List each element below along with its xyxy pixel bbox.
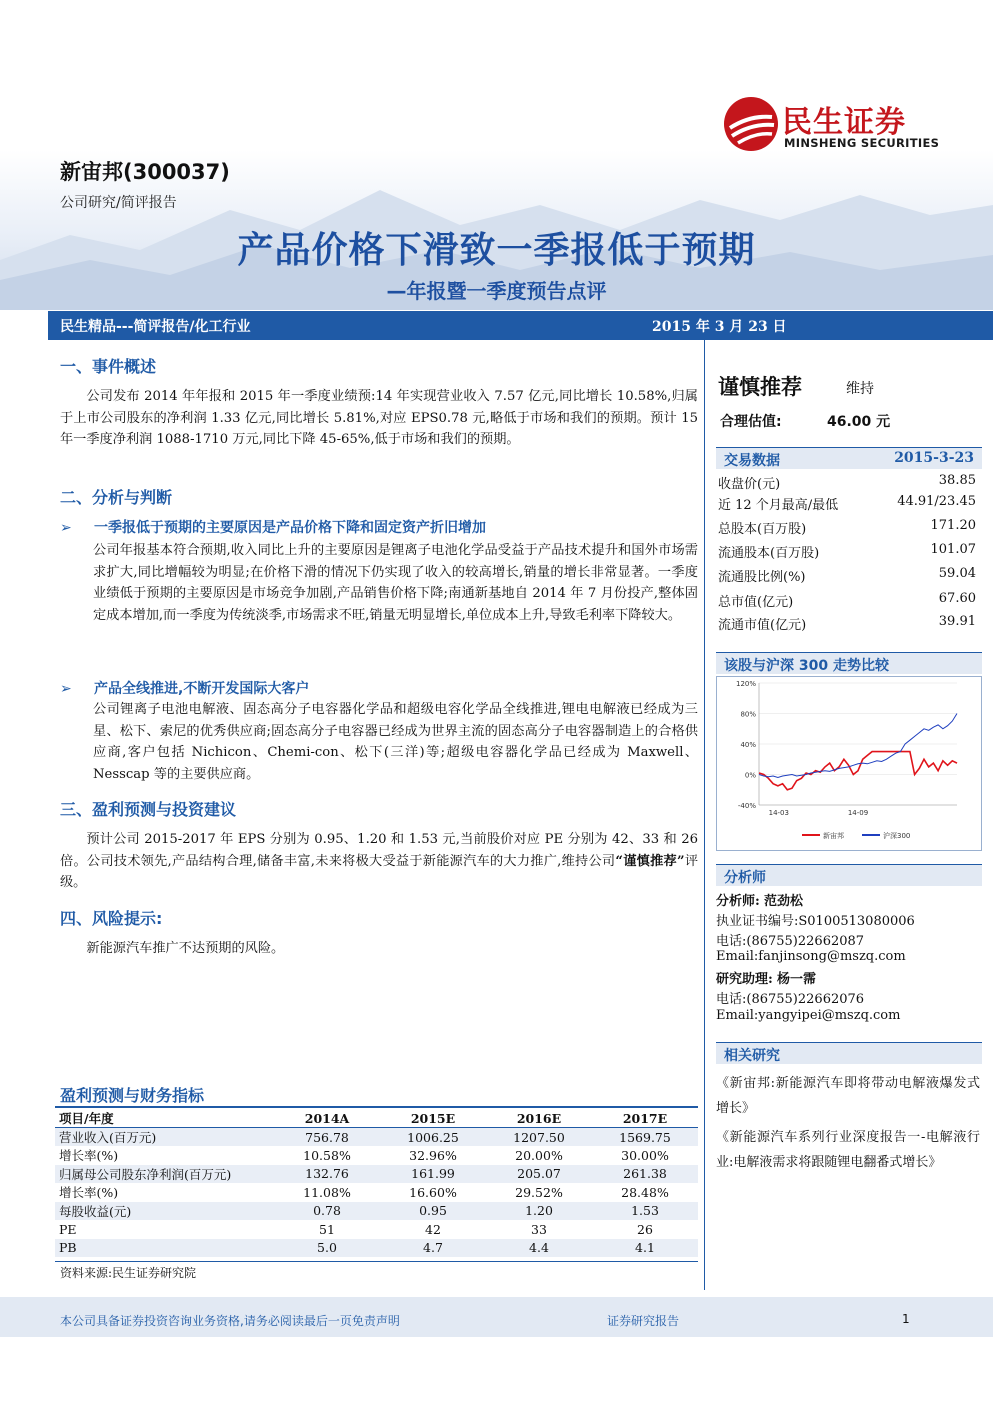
rating-quote: “谨慎推荐” [615, 853, 685, 869]
table-header-cell: 2017E [592, 1109, 698, 1128]
trade-label: 总股本(百万股) [718, 522, 807, 537]
trade-label: 流通股比例(%) [718, 570, 806, 585]
trade-value: 39.91 [938, 614, 976, 629]
table-cell: 205.07 [486, 1165, 592, 1184]
table-row [55, 1220, 698, 1239]
table-cell: 营业收入(百万元) [55, 1128, 274, 1147]
table-row [55, 1146, 698, 1165]
valuation-label: 合理估值: [720, 414, 782, 430]
chart-y-tick-label: -40% [737, 802, 756, 810]
bullet-1-title: 一季报低于预期的主要原因是产品价格下降和固定资产折旧增加 [94, 520, 486, 536]
company-name: 新宙邦(300037) [60, 160, 230, 184]
arrow-bullet-icon: ➢ [60, 520, 72, 536]
rating-status: 维持 [846, 381, 874, 397]
column-divider [704, 340, 705, 1290]
table-row [55, 1165, 698, 1184]
table-cell: 4.1 [592, 1239, 698, 1258]
bullet-2-title: 产品全线推进,不断开发国际大客户 [94, 681, 310, 697]
table-cell: 16.60% [409, 1184, 457, 1200]
table-cell: 4.7 [380, 1239, 486, 1258]
brand-name-en: MINSHENG SECURITIES [784, 136, 940, 150]
trade-data-title: 交易数据 [724, 453, 780, 469]
trade-data-date: 2015-3-23 [894, 450, 974, 466]
analyst-phone: 电话:(86755)22662087 [716, 934, 865, 949]
chart-y-tick-label: 0% [744, 771, 756, 780]
fin-table-rule [55, 1106, 698, 1108]
table-cell: 33 [531, 1221, 547, 1237]
table-cell: 每股收益(元) [55, 1202, 274, 1221]
table-cell: 28.48% [621, 1184, 669, 1200]
trade-row [718, 542, 976, 566]
report-type: 公司研究/简评报告 [60, 195, 177, 211]
table-cell: 归属母公司股东净利润(百万元) [55, 1165, 274, 1184]
analyst-name-line [716, 890, 803, 909]
section-3-body [60, 829, 698, 894]
table-cell: 30.00% [621, 1147, 669, 1163]
table-cell: 0.95 [380, 1202, 486, 1221]
trade-value: 59.04 [938, 566, 976, 581]
trade-value: 44.91/23.45 [897, 494, 976, 509]
logo-emblem-icon [722, 95, 780, 153]
report-subtitle: —年报暨一季度预告点评 [386, 279, 607, 303]
table-cell: 32.96% [409, 1147, 457, 1163]
analyst-name: 范劲松 [763, 894, 803, 909]
analyst-cert: 执业证书编号:S0100513080006 [716, 914, 915, 929]
trade-data-header [716, 447, 982, 469]
report-title: 产品价格下滑致一季报低于预期 [237, 230, 756, 271]
fin-source: 资料来源:民生证券研究院 [60, 1266, 197, 1280]
fin-table-title: 盈利预测与财务指标 [60, 1086, 205, 1105]
table-header-cell: 2016E [486, 1109, 592, 1128]
table-cell: PE [59, 1221, 77, 1237]
series-label: 民生精品---简评报告/化工行业 [60, 319, 251, 335]
brand-name-cn: 民生证券 [782, 105, 906, 140]
analyst-email: Email:fanjinsong@mszq.com [716, 949, 906, 964]
arrow-bullet-icon: ➢ [60, 681, 72, 697]
valuation-value: 46.00 元 [827, 414, 891, 430]
assistant-label: 研究助理: [716, 972, 773, 987]
trade-row [718, 518, 976, 542]
related-report-2[interactable]: 《新能源汽车系列行业深度报告一-电解液行业:电解液需求将跟随锂电翻番式增长》 [716, 1130, 980, 1170]
stock-chart-svg [717, 677, 981, 850]
section-1-title: 一、事件概述 [60, 357, 157, 376]
table-cell: 42 [425, 1221, 441, 1237]
related-section-title: 相关研究 [724, 1048, 780, 1064]
trade-value: 171.20 [930, 518, 976, 533]
trade-value: 38.85 [938, 473, 976, 488]
trade-label: 流通市值(亿元) [718, 618, 807, 633]
bullet-1-body: 公司年报基本符合预期,收入同比上升的主要原因是锂离子电池化学品受益于产品技术提升和国外市场需求扩大,同比增幅较为明显;在价格下滑的情况下仍实现了收入的较高增长,销量的增长非常显著。一季度业绩低于预期的主要原因是市场竞争加剧,产品销售价格下降;南通新基地自 2014 年 7 月份投产,整体固定成本增加,而一季度为传统淡季,市场需求不旺,销量无明显增长,单位成本上升,导致毛利率下降较大。 [93, 543, 698, 623]
table-cell: PB [55, 1239, 274, 1258]
trade-label: 总市值(亿元) [718, 595, 794, 610]
footer-disclaimer: 本公司具备证券投资咨询业务资格,请务必阅读最后一页免责声明 [60, 1314, 400, 1328]
chart-series-line [759, 714, 957, 778]
table-cell: 1006.25 [380, 1128, 486, 1147]
section-3-title: 三、盈利预测与投资建议 [60, 800, 237, 819]
analyst-header [716, 864, 982, 886]
related-header [716, 1042, 982, 1064]
chart-title: 该股与沪深 300 走势比较 [724, 658, 889, 674]
trade-value: 67.60 [938, 591, 976, 606]
table-cell: 51 [319, 1221, 335, 1237]
table-cell: 26 [637, 1221, 653, 1237]
section-4-title: 四、风险提示: [60, 909, 163, 928]
chart-x-tick-label: 14-03 [768, 809, 789, 817]
trade-row [718, 566, 976, 590]
table-cell: 增长率(%) [59, 1185, 119, 1201]
assistant-name: 杨一霈 [776, 972, 816, 987]
analyst-label: 分析师: [716, 894, 760, 909]
bullet-1-heading [60, 517, 486, 537]
assistant-name-line [716, 968, 816, 987]
related-report-1[interactable]: 《新宙邦:新能源汽车即将带动电解液爆发式增长》 [716, 1076, 980, 1116]
table-cell: 132.76 [274, 1165, 380, 1184]
table-header-cell: 项目/年度 [55, 1109, 274, 1128]
table-cell: 1207.50 [486, 1128, 592, 1147]
section-3-text-end: 评级。 [60, 853, 699, 890]
report-date: 2015 年 3 月 23 日 [652, 319, 787, 335]
analyst-section-title: 分析师 [724, 870, 766, 886]
trade-row [718, 614, 976, 638]
chart-y-tick-label: 80% [740, 710, 756, 719]
trade-row [718, 494, 976, 518]
table-row [55, 1239, 698, 1258]
table-cell: 29.52% [515, 1184, 563, 1200]
fin-table [55, 1109, 698, 1257]
trade-row [718, 591, 976, 615]
assistant-email: Email:yangyipei@mszq.com [716, 1008, 901, 1023]
table-cell: 11.08% [303, 1184, 351, 1200]
table-cell: 1.20 [486, 1202, 592, 1221]
table-cell: 5.0 [274, 1239, 380, 1258]
table-cell: 10.58% [303, 1147, 351, 1163]
table-header-cell: 2015E [380, 1109, 486, 1128]
chart-x-tick-label: 14-09 [847, 809, 869, 817]
chart-header [716, 652, 982, 674]
page-number: 1 [902, 1312, 910, 1326]
table-cell: 0.78 [274, 1202, 380, 1221]
section-4-body: 新能源汽车推广不达预期的风险。 [86, 941, 285, 956]
chart-y-tick-label: 40% [740, 741, 756, 749]
bullet-2-heading [60, 678, 309, 698]
bullet-2-body: 公司锂离子电池电解液、固态高分子电容器化学品和超级电容化学品全线推进,锂电电解液已经成为三星、松下、索尼的优秀供应商;固态高分子电容器已经成为世界主流的固态高分子电容器制造上的合格供应商,客户包括 Nichicon、Chemi-con、松下(三洋)等;超级电容器化学品已经成为 Maxwell、Nesscap 等的主要供应商。 [93, 702, 698, 782]
chart-y-tick-label: 120% [735, 680, 756, 688]
table-cell: 1569.75 [592, 1128, 698, 1147]
assistant-phone: 电话:(86755)22662076 [716, 992, 865, 1007]
chart-legend-label: 新宙邦 [823, 832, 844, 840]
table-cell: 161.99 [380, 1165, 486, 1184]
fin-table-bottom-rule [55, 1261, 698, 1262]
table-row [55, 1202, 698, 1221]
footer-report-label: 证券研究报告 [607, 1314, 680, 1328]
table-cell: 1.53 [592, 1202, 698, 1221]
chart-series-line [759, 752, 957, 790]
table-cell: 20.00% [515, 1147, 563, 1163]
table-row [55, 1128, 698, 1147]
table-cell: 4.4 [486, 1239, 592, 1258]
chart-legend-label: 沪深300 [883, 832, 911, 840]
trade-label: 流通股本(百万股) [718, 546, 820, 561]
table-header-row [55, 1109, 698, 1128]
brand-logo [722, 95, 962, 155]
table-cell: 261.38 [592, 1165, 698, 1184]
table-header-cell: 2014A [274, 1109, 380, 1128]
section-3-text: 预计公司 2015-2017 年 EPS 分别为 0.95、1.20 和 1.53 元,当前股价对应 PE 分别为 42、33 和 26 倍。公司技术领先,产品结构合理,储备丰富,未来将极大受益于新能源汽车的大力推广,维持公司 [60, 832, 698, 869]
section-2-title: 二、分析与判断 [60, 488, 173, 507]
table-cell: 增长率(%) [59, 1148, 119, 1164]
section-1-body: 公司发布 2014 年年报和 2015 年一季度业绩预:14 年实现营业收入 7.57 亿元,同比增长 10.58%,归属于上市公司股东的净利润 1.33 亿元,同比增长 5.81%,对应 EPS0.78 元,略低于市场和我们的预期。预计 15 年一季度净利润 1088-1710 万元,同比下降 45-65%,低于市场和我们的预期。 [60, 389, 698, 447]
rating: 谨慎推荐 [718, 375, 802, 399]
stock-chart [716, 676, 982, 851]
table-row [55, 1183, 698, 1202]
table-cell: 756.78 [274, 1128, 380, 1147]
trade-label: 收盘价(元) [718, 477, 781, 492]
trade-label: 近 12 个月最高/最低 [718, 498, 839, 513]
trade-value: 101.07 [930, 542, 976, 557]
